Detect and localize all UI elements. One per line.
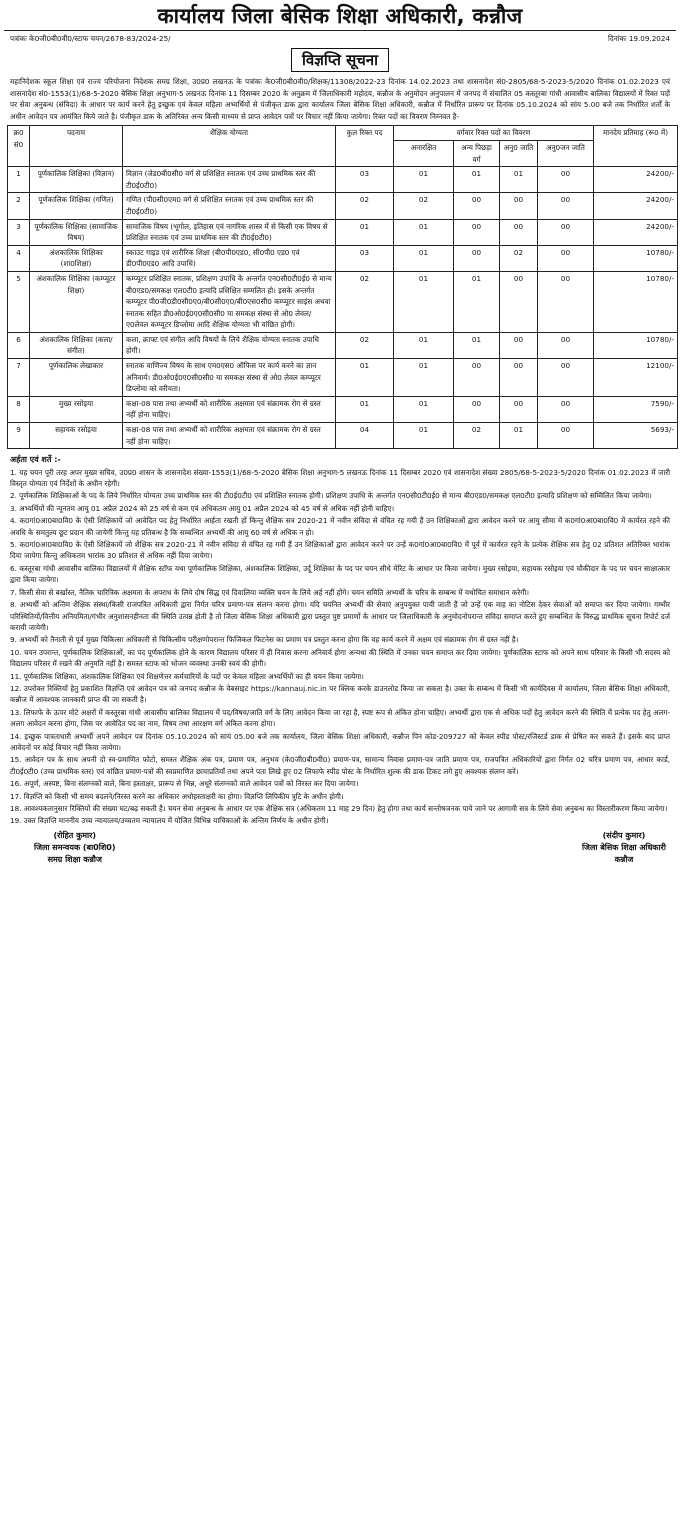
cell-total: 03 xyxy=(336,167,394,193)
cell-st: 00 xyxy=(538,219,594,245)
cell-post: पूर्णकालिक लेखाकार xyxy=(30,359,123,397)
reference-line xyxy=(4,31,676,46)
term-item: 1. यह चयन पूरी तरह अपर मुख्य सचिव, उ0प्र0 शासन के शासनादेश संख्या-1553(1)/68-5-2020 बेसिक शिक्षा अनुभाग-5 लखनऊ दिनांक 11 दिसम्बर 2020 एवं शासनादेश संख्या 2805/68-5-2023-5/2020 दिनांक 01.02.2023 में जारी विस्तृत योग्यता एवं निर्देशों के अधीन रहेगी। xyxy=(10,467,670,489)
header-total: कुल रिक्त पद xyxy=(336,126,394,167)
cell-sc: 00 xyxy=(500,193,538,219)
term-item: 11. पूर्णकालिक शिक्षिका, अंशकालिक शिक्षिका एवं शिक्षणेत्तर कर्मचारियों के पदों पर केवल महिला अभ्यर्थियों का ही चयन किया जायेगा। xyxy=(10,671,364,681)
right-signatory-name: (संदीप कुमार) xyxy=(602,830,646,840)
cell-post: अंशकालिक शिक्षिका (शा0शिक्षा) xyxy=(30,245,123,271)
cell-total: 02 xyxy=(336,332,394,358)
term-item: 13. लिफाफे के ऊपर मोटे अक्षरों में कस्तूरबा गांधी आवासीय बालिका विद्यालय में पद/विषय/जाति वर्ग के लिए आवेदन किया जा रहा है, स्पष्ट रूप से अंकित होना चाहिए। अभ्यर्थी द्वारा एक से अधिक पदों हेतु आवेदन करने की स्थिति में प्रत्येक पद हेतु अलग-अलग आवेदन करना होगा, जिस पर आवेदित पद का नाम, विषय तथा आरक्षण वर्ग अंकित करना होगा। xyxy=(10,707,670,729)
cell-obc: 01 xyxy=(454,167,500,193)
header-category-group: वर्गवार रिक्त पदों का विवरण xyxy=(394,126,594,141)
cell-unreserved: 01 xyxy=(394,219,454,245)
cell-post: अंशकालिक शिक्षिका (कला/संगीत) xyxy=(30,332,123,358)
cell-sno: 6 xyxy=(8,332,30,358)
cell-sc: 00 xyxy=(500,396,538,422)
table-row xyxy=(8,332,678,358)
term-item: 17. विज्ञप्ति को किसी भी समय बदलने/निरस्त करने का अधिकार अधोहस्ताक्षरी का होगा। विज्ञप्ति लिपिकीय त्रुटि के अधीन होगी। xyxy=(10,791,344,801)
cell-honorarium: 24200/- xyxy=(594,167,678,193)
cell-qualification: कला, क्राफ्ट एवं संगीत आदि विषयों के लिये शैक्षिक योग्यता स्नातक उपाधि होगी। xyxy=(123,332,336,358)
table-header-row xyxy=(8,126,678,141)
cell-honorarium: 7590/- xyxy=(594,396,678,422)
cell-qualification: कक्षा-08 पास तथा अभ्यर्थी को शारीरिक अक्षमता एवं संक्रामक रोग से ग्रस्त नहीं होना चाहिए। xyxy=(123,423,336,449)
cell-unreserved: 01 xyxy=(394,423,454,449)
header-unreserved: अनारक्षित xyxy=(394,140,454,166)
term-item: 8. अभ्यर्थी को अन्तिम शैक्षिक संस्था/किसी राजपत्रित अधिकारी द्वारा निर्गत चरित्र प्रमाण-पत्र संलग्न करना होगा। यदि चयनित अभ्यर्थी की सेवाएं अनुपयुक्त पायी जाती हैं जो उन्हें एक माह का नोटिस देकर सेवाओं को समाप्त कर दिया जायेगा। गम्भीर परिस्थितियों/वित्तीय अनियमिता/गंभीर अनुशासनहीनता की स्थिति उत्पन्न होती है तो जिला बेसिक शिक्षा अधिकारी द्वारा प्रस्तुत पुष्ट प्रमाणों के आधार पर जिलाधिकारी के अनुमोदनोपरान्त संविदा समाप्त करते हुए सम्बन्धित के विरुद्ध प्राथमिक सूचना रिपोर्ट दर्ज करायी जायेगी। xyxy=(10,600,670,632)
terms-section xyxy=(4,449,676,827)
cell-st: 00 xyxy=(538,423,594,449)
cell-qualification: सामाजिक विषय (भूगोल, इतिहास एवं नागरिक शास्त्र में से किसी एक विषय से प्रशिक्षित स्नातक एवं उच्च प्राथमिक स्तर की टी0ई0टी0) xyxy=(123,219,336,245)
cell-obc: 00 xyxy=(454,193,500,219)
cell-post: पूर्णकालिक शिक्षिका (सामाजिक विषय) xyxy=(30,219,123,245)
cell-qualification: कम्प्यूटर प्रशिक्षित स्नातक, प्रशिक्षण उपाधि के अन्तर्गत एन0सी0टी0ई0 से मान्य बी0एड0/समकक्ष एल0टी0 इत्यादि प्रशिक्षित सम्मलित हो। इसके अन्तर्गत कम्प्यूटर पी0जी0डी0सी0ए0/बी0सी0ए0/बी0एस0सी0 कम्प्यूटर साइंस अथवा स्नातक सहित डी0ओ0ई0ए0सी0सी0 या समकक्ष संस्था से ओ0 लेवल/ए0लेवल कम्प्यूटर डिप्लोमा आदि शैक्षिक योग्यता भी वांछित होगी। xyxy=(123,271,336,332)
letter-number: पत्रांकः के0जी0बी0वी0/स्टाफ चयन/2678-83/2024-25/ xyxy=(10,34,171,43)
header-sc: अनु0 जाति xyxy=(500,140,538,166)
term-item: 4. क0गां0आ0बा0वि0 के ऐसी शिक्षिकायें जो आवेदित पद हेतु निर्धारित आर्हता रखती हों किन्तु शैक्षिक सत्र 2020-21 में नवीन संविदा से वंचित रह गयी हैं उन शिक्षिकाओं द्वारा आवेदन करने पर आयु सीमा में क0गां0आ0बा0वि0 में कार्यरत रहने की अवधि के समतुल्य छूट प्रदान की जायेगी किन्तु यह प्रतिबन्ध है कि सम्बन्धित अभ्यर्थी की आयु 60 वर्ष से अधिक न हो। xyxy=(10,516,670,537)
cell-qualification: गणित (पी0सी0एम0 वर्ग से प्रशिक्षित स्नातक एवं उच्च प्राथमिक स्तर की टी0ई0टी0) xyxy=(123,193,336,219)
cell-sc: 01 xyxy=(500,423,538,449)
cell-unreserved: 01 xyxy=(394,167,454,193)
cell-st: 00 xyxy=(538,245,594,271)
table-row xyxy=(8,359,678,397)
cell-sno: 1 xyxy=(8,167,30,193)
cell-honorarium: 24200/- xyxy=(594,193,678,219)
cell-obc: 02 xyxy=(454,423,500,449)
cell-unreserved: 01 xyxy=(394,332,454,358)
cell-sc: 00 xyxy=(500,219,538,245)
cell-st: 00 xyxy=(538,167,594,193)
cell-obc: 01 xyxy=(454,271,500,332)
cell-sno: 3 xyxy=(8,219,30,245)
cell-obc: 00 xyxy=(454,245,500,271)
term-item: 16. अपूर्ण, अस्पष्ट, बिना संलग्नकों वाले, बिना हस्ताक्षर, प्रारूप से भिन्न, अधूरे संलग्नकों वाले आवेदन पत्रों को निरस्त कर दिया जायेगा। xyxy=(10,779,359,789)
cell-sc: 00 xyxy=(500,359,538,397)
table-row xyxy=(8,271,678,332)
table-row xyxy=(8,245,678,271)
cell-unreserved: 02 xyxy=(394,193,454,219)
term-item: 7. किसी सेवा से बर्खास्त, नैतिक चारित्रिक अक्षमता के अपराध के लिये दोष सिद्ध एवं दिवालिया व्यक्ति चयन के लिये अर्ह नहीं होंगे। चयन समिति अभ्यर्थी के चरित्र के सम्बन्ध में यथोचित समाधान करेगी। xyxy=(10,587,529,597)
cell-unreserved: 01 xyxy=(394,359,454,397)
cell-qualification: स्काउट गाइड एवं शारीरिक शिक्षा (बी0पी0एड0, सी0पी0 एड0 एवं डी0पी0एड0 आदि उपाधि) xyxy=(123,245,336,271)
cell-sc: 00 xyxy=(500,332,538,358)
cell-honorarium: 10780/- xyxy=(594,332,678,358)
term-item: 2. पूर्णकालिक शिक्षिकाओं के पद के लिये निर्धारित योग्यता उच्च प्राथमिक स्तर की टी0ई0टी0 एवं प्रशिक्षित स्नातक होगी। प्रशिक्षण उपाधि के अन्तर्गत एन0सी0टी0ई0 से मान्य बी0एड0/समकक्ष एल0टी0 इत्यादि प्रशिक्षण को सम्मिलित किया जायेगा। xyxy=(10,491,652,501)
cell-total: 02 xyxy=(336,193,394,219)
cell-total: 01 xyxy=(336,396,394,422)
vacancy-table xyxy=(7,125,678,449)
term-item: 3. अभ्यर्थियों की न्यूनतम आयु 01 अप्रैल 2024 को 25 वर्ष से कम एवं अधिकतम आयु 01 अप्रैल 2024 को 45 वर्ष से अधिक नहीं होनी चाहिए। xyxy=(10,503,395,513)
cell-sno: 5 xyxy=(8,271,30,332)
cell-obc: 00 xyxy=(454,219,500,245)
cell-honorarium: 12100/- xyxy=(594,359,678,397)
term-item: 15. आवेदन पत्र के साथ अपनी दो स्व-प्रमाणित फोटो, समस्त शैक्षिक अंक पत्र, प्रमाण पत्र, अनुभव (के0जी0बी0वी0) प्रमाण-पत्र, सामान्य निवास प्रमाण-पत्र जाति प्रमाण पत्र, राजपत्रित अधिकारियों द्वारा निर्गत 02 चरित्र प्रमाण पत्र, आधार कार्ड, टी0ई0टी0 (उच्च प्राथमिक स्तर) एवं वांछित प्रमाण-पत्रों की स्वप्रमाणित छायाप्रतियाँ तथा अपने पता लिखे हुए 02 लिफाफे स्पीड पोस्ट के निर्धारित शुल्क की डाक टिकट लगे हुए अवश्यक संलग्न करें। xyxy=(10,755,670,776)
cell-sc: 01 xyxy=(500,167,538,193)
term-item: 12. उपरोक्त रिक्तियों हेतु प्रकाशित विज्ञप्ति एवं आवेदन पत्र को जनपद कन्नौज के वेबसाइट https://kannauj.nic.in पर क्लिक करके डाउनलोड किया जा सकता है। उक्त के सम्बन्ध में किसी भी कार्यदिवस में कार्यालय, जिला बेसिक शिक्षा अधिकारी, कन्नौज में आवश्यक जानकारी प्राप्त की जा सकती है। xyxy=(10,683,670,705)
term-item: 10. चयन उपरान्त, पूर्णकालिक शिक्षिकाओं, का पद पूर्णकालिक होने के कारण विद्यालय परिसर में ही निवास करना अनिवार्य होगा अन्यथा की स्थिति में उनका चयन समाप्त कर दिया जायेगा। पूर्णकालिक स्टाफ को अपने साथ परिवार के किसी भी सदस्य को विद्यालय परिसर में रखने की अनुमति नहीं है। समस्त स्टाफ को भोजन व्यवस्था उनकी स्वयं की होगी। xyxy=(10,647,670,669)
cell-st: 00 xyxy=(538,359,594,397)
term-item: 19. उक्त विज्ञप्ति माननीय उच्च न्यायालय/उच्चतम न्यायालय में योजित विभिन्न याचिकाओं के अन्तिम निर्णय के अधीन होगी। xyxy=(10,816,329,826)
header-obc: अन्य पिछड़ा वर्ग xyxy=(454,140,500,166)
cell-post: मुख्य रसोइया xyxy=(30,396,123,422)
cell-obc: 00 xyxy=(454,396,500,422)
cell-total: 01 xyxy=(336,219,394,245)
left-signatory xyxy=(34,830,116,866)
cell-st: 00 xyxy=(538,271,594,332)
cell-sno: 2 xyxy=(8,193,30,219)
office-header xyxy=(4,0,676,31)
cell-post: पूर्णकालिक शिक्षिका (विज्ञान) xyxy=(30,167,123,193)
cell-qualification: स्नातक वाणिज्य विषय के साथ एम0एस0 ऑफिस पर कार्य करने का ज्ञान अनिवार्य। डी0ओ0ई0ए0सी0सी0 या समकक्ष संस्था से ओ0 लेवल कम्प्यूटर डिप्लोमा को वरीयता। xyxy=(123,359,336,397)
cell-st: 00 xyxy=(538,193,594,219)
left-signatory-name: (रोहित कुमार) xyxy=(53,830,97,840)
term-item: 18. आवश्यकतानुसार रिक्तियों की संख्या घट/बढ़ सकती है। चयन सेवा अनुबन्ध के आधार पर एक शैक्षिक सत्र (अधिकतम 11 माह 29 दिन) हेतु होगा तथा कार्य सन्तोषजनक पाये जाने पर आगामी सत्र के लिये सेवा अनुबन्ध का विस्तारीकरण किया जायेगा। xyxy=(10,804,668,813)
term-item: 5. क0गां0आ0बा0वि0 के ऐसी शिक्षिकायें जो शैक्षिक सत्र 2020-21 में नवीन संविदा से वंचित रह गयी हैं उन शिक्षिकाओं द्वारा आवेदन करने पर उन्हें क0गां0आ0बा0वि0 में पूर्व में कार्यरत रहने के प्रत्येक शैक्षिक सत्र हेतु 02 प्रतिशत अतिरिक्त भारांक दिया जायेगा किन्तु अधिकतम भारांक 30 प्रतिशत से अधिक नहीं दिया जायेगा। xyxy=(10,540,670,561)
intro-paragraph: महानिदेशक स्कूल शिक्षा एवं राज्य परियोजना निदेशक समग्र शिक्षा, उ0प्र0 लखनऊ के पत्रांकः के0जी0बी0वी0/शिक्षक/11308/2022-23 दिनांक 14.02.2023 तथा शासनादेश सं0-2805/68-5-2023-5/2020 दिनांक 01.02.2023 एवं शासनादेश सं0-1553(1)/68-5-2020 बेसिक शिक्षा अनुभाग-5 लखनऊ दिनांक 11 दिसम्बर 2020 के अनुक्रम में जिलाधिकारी महोदय, कन्नौज के अनुमोदन अनुपालन में जनपद में संचालित 05 कस्तूरबा गांधी आवासीय बालिका विद्यालयों में रिक्त पदों पर सेवा अनुबन्ध (संविदा) के आधार पर कार्य करने हेतु इच्छुक एवं केवल महिला अभ्यर्थियों से पंजीकृत डाक द्वारा कार्यालय जिला बेसिक शिक्षा अधिकारी, कन्नौज में निर्धारित प्रारूप पर दिनांक 05.10.2024 को सांय 5.00 बजे तक निर्धारित शर्तों के अधीन आवेदन पत्र आमंत्रित किये जाते है। पंजीकृत डाक के अतिरिक्त अन्य किसी माध्यम से प्राप्त आवेदन पत्रों पर विचार नहीं किया जायेगा। रिक्त पदों का विवरण निम्नवत है- xyxy=(10,77,670,121)
cell-total: 01 xyxy=(336,359,394,397)
cell-unreserved: 01 xyxy=(394,271,454,332)
right-signatory-office: कन्नौज xyxy=(614,854,634,864)
cell-sc: 02 xyxy=(500,245,538,271)
cell-honorarium: 5693/- xyxy=(594,423,678,449)
cell-sno: 4 xyxy=(8,245,30,271)
cell-unreserved: 01 xyxy=(394,245,454,271)
cell-st: 00 xyxy=(538,332,594,358)
notice-title: विज्ञप्ति सूचना xyxy=(291,48,389,72)
term-item: 9. अभ्यर्थी को तैनाती से पूर्व मुख्य चिकित्सा अधिकारी से चिकित्सीय परीक्षणोपरान्त फिजिकल फिटनेस का प्रमाण पत्र प्रस्तुत करना होगा कि वह कार्य करने में अक्षम एवं संक्रामक रोग से ग्रस्त नहीं है। xyxy=(10,635,519,645)
table-row xyxy=(8,219,678,245)
cell-total: 03 xyxy=(336,245,394,271)
header-sno: क्र0 सं0 xyxy=(8,126,30,167)
signature-block xyxy=(4,828,676,866)
left-signatory-designation: जिला समन्वयक (बा0शि0) xyxy=(34,842,116,852)
cell-honorarium: 10780/- xyxy=(594,245,678,271)
cell-st: 00 xyxy=(538,396,594,422)
cell-post: अंशकालिक शिक्षिका (कम्प्यूटर शिक्षा) xyxy=(30,271,123,332)
cell-obc: 01 xyxy=(454,332,500,358)
table-row xyxy=(8,423,678,449)
left-signatory-office: समग्र शिक्षा कन्नौज xyxy=(47,854,102,864)
cell-obc: 00 xyxy=(454,359,500,397)
term-item: 14. इच्छुक पात्रताधारी अभ्यर्थी अपने आवेदन पत्र दिनांक 05.10.2024 को सायं 05.00 बजे तक कार्यालय, जिला बेसिक शिक्षा अधिकारी, कन्नौज पिन कोड-209727 को केवल स्पीड पोस्ट/रजिस्टर्ड डाक से प्रेषित कर सकते हैं। इसके बाद प्राप्त आवेदनों पर कोई विचार नहीं किया जायेगा। xyxy=(10,731,670,752)
terms-heading: अर्हता एवं शर्ते :- xyxy=(10,455,61,465)
cell-sc: 00 xyxy=(500,271,538,332)
right-signatory xyxy=(582,830,666,866)
table-row xyxy=(8,167,678,193)
term-item: 6. कस्तूरबा गांधी आवासीय बालिका विद्यालयों में शैक्षिक स्टॉफ यथा पूर्णकालिक शिक्षिका, अंशकालिक शिक्षिका, उर्दू शिक्षिका के पद पर चयन सीधे मेरिट के आधार पर किया जायेगा। मुख्य रसोइया, सहायक रसोइया एवं चौकीदार के पद पर चयन साक्षात्कार द्वारा किया जायेगा। xyxy=(10,563,670,585)
cell-post: पूर्णकालिक शिक्षिका (गणित) xyxy=(30,193,123,219)
cell-qualification: कक्षा-08 पास तथा अभ्यर्थी को शारीरिक अक्षमता एवं संक्रामक रोग से ग्रस्त नहीं होना चाहिए। xyxy=(123,396,336,422)
cell-total: 04 xyxy=(336,423,394,449)
cell-sno: 7 xyxy=(8,359,30,397)
header-honorarium: मानदेय प्रतिमाह (रू0 में) xyxy=(594,126,678,167)
table-row xyxy=(8,193,678,219)
cell-honorarium: 10780/- xyxy=(594,271,678,332)
cell-post: सहायक रसोइया xyxy=(30,423,123,449)
header-post: पदनाम xyxy=(30,126,123,167)
table-row xyxy=(8,396,678,422)
header-qualification: शैक्षिक योग्यता xyxy=(123,126,336,167)
cell-sno: 8 xyxy=(8,396,30,422)
cell-unreserved: 01 xyxy=(394,396,454,422)
cell-honorarium: 24200/- xyxy=(594,219,678,245)
header-st: अनु0जन जाति xyxy=(538,140,594,166)
cell-total: 02 xyxy=(336,271,394,332)
cell-qualification: विज्ञान (जेड0बी0सी0 वर्ग से प्रशिक्षित स्नातक एवं उच्च प्राथमिक स्तर की टी0ई0टी0) xyxy=(123,167,336,193)
letter-date: दिनांकः 19.09.2024 xyxy=(608,34,670,43)
right-signatory-designation: जिला बेसिक शिक्षा अधिकारी xyxy=(581,842,666,852)
office-title: कार्यालय जिला बेसिक शिक्षा अधिकारी, कन्नौज xyxy=(157,4,523,28)
notice-title-wrap xyxy=(4,48,676,72)
cell-sno: 9 xyxy=(8,423,30,449)
